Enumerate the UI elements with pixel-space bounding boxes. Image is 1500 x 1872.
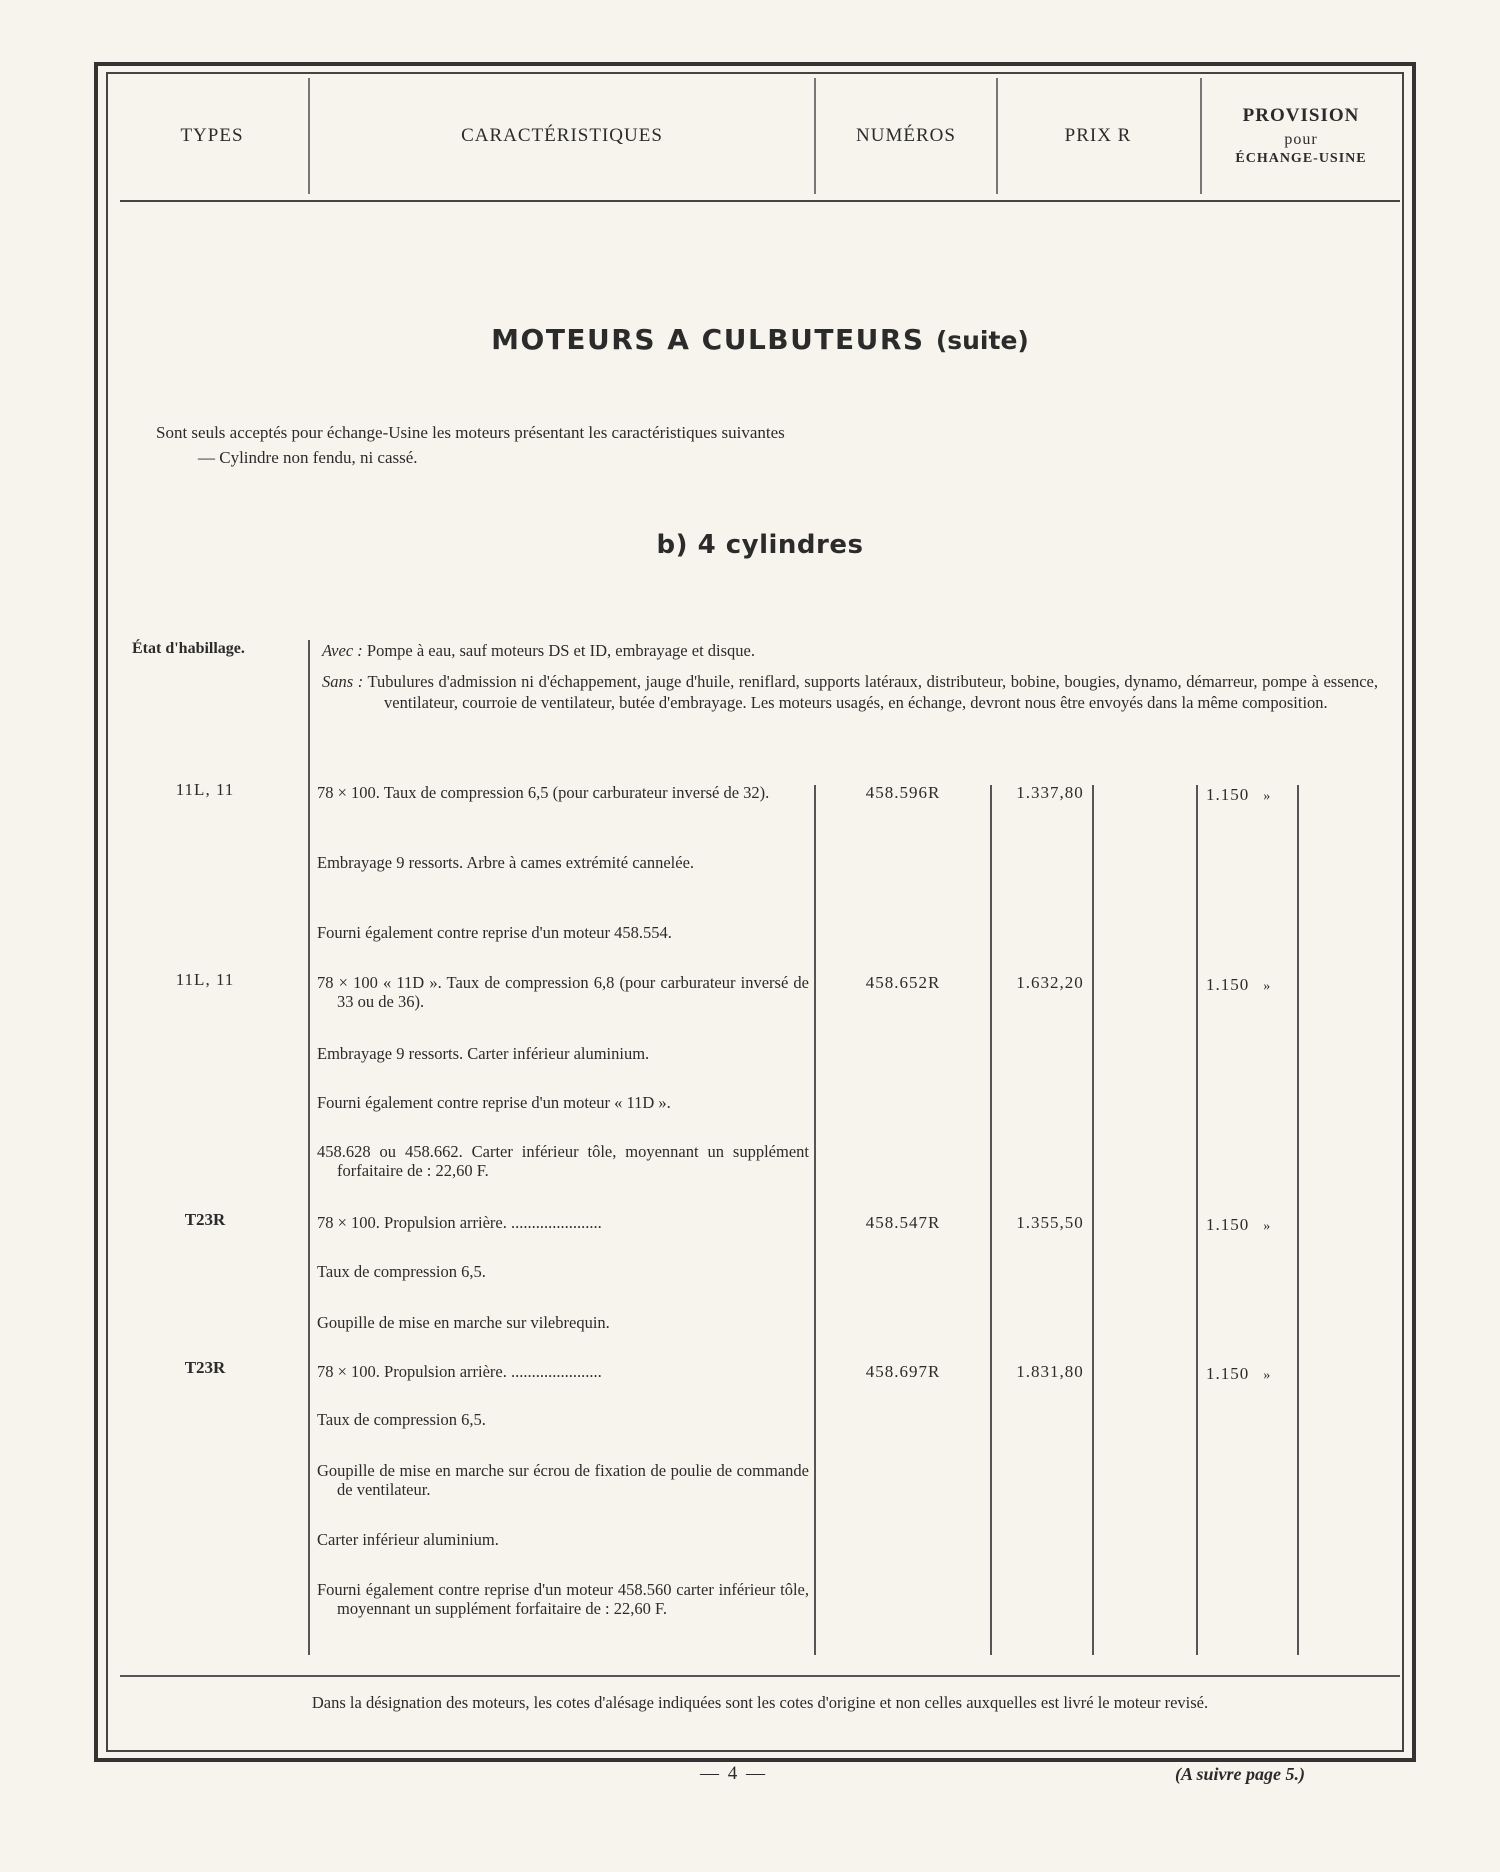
column-divider <box>1196 785 1198 1655</box>
desc-line: 78 × 100. Propulsion arrière. ...................... <box>317 1213 602 1232</box>
row-desc-3 <box>317 923 809 942</box>
desc-line: Goupille de mise en marche sur vilebrequin. <box>317 1313 610 1332</box>
avec-label: Avec : <box>322 641 363 660</box>
desc-line: Embrayage 9 ressorts. Arbre à cames extrémité cannelée. <box>317 853 695 872</box>
provision-value: 1.150 <box>1206 785 1250 804</box>
row-desc-4 <box>317 1142 809 1180</box>
intro-line-1: Sont seuls acceptés pour échange-Usine les moteurs présentant les caractéristiques suivantes <box>156 423 785 442</box>
header-prix: PRIX R <box>1064 125 1132 146</box>
row-type: 11L, 11 <box>175 780 235 799</box>
desc-line: 78 × 100. Propulsion arrière. ...................... <box>317 1362 602 1381</box>
column-divider <box>814 785 816 1655</box>
footnote: Dans la désignation des moteurs, les cotes d'alésage indiquées sont les cotes d'origine et non celles auxquelles est livré le moteur revisé. <box>120 1675 1400 1713</box>
section-title-suite: (suite) <box>935 326 1029 355</box>
row-desc-1 <box>317 1362 809 1381</box>
provision-mark: » <box>1263 979 1272 994</box>
row-desc-3 <box>317 1461 809 1499</box>
subsection-title: b) 4 cylindres <box>656 530 864 560</box>
row-desc-1 <box>317 1213 809 1232</box>
row-provision <box>1206 1215 1306 1235</box>
desc-line: Embrayage 9 ressorts. Carter inférieur aluminium. <box>317 1044 650 1063</box>
row-desc-3 <box>317 1313 809 1332</box>
provision-value: 1.150 <box>1206 975 1250 994</box>
etat-description <box>322 640 1378 723</box>
row-type: 11L, 11 <box>175 970 235 989</box>
column-divider <box>990 785 992 1655</box>
provision-mark: » <box>1263 1219 1272 1234</box>
section-title-main: MOTEURS A CULBUTEURS <box>491 323 925 356</box>
provision-mark: » <box>1263 1368 1272 1383</box>
column-divider <box>308 640 310 1655</box>
desc-line: Fourni également contre reprise d'un moteur « 11D ». <box>317 1093 671 1112</box>
provision-value: 1.150 <box>1206 1215 1250 1234</box>
desc-line: Taux de compression 6,5. <box>317 1410 486 1429</box>
row-prix: 1.337,80 <box>1016 783 1084 802</box>
desc-line: 78 × 100. Taux de compression 6,5 (pour carburateur inversé de 32). <box>317 783 770 802</box>
row-numero: 458.547R <box>865 1213 941 1232</box>
row-prix: 1.355,50 <box>1016 1213 1084 1232</box>
intro-text <box>156 420 1356 470</box>
continue-note: (A suivre page 5.) <box>1175 1764 1305 1784</box>
row-prix: 1.632,20 <box>1016 973 1084 992</box>
desc-line: 78 × 100 « 11D ». Taux de compression 6,8 (pour carburateur inversé de 33 ou de 36). <box>317 973 809 1011</box>
desc-line: Taux de compression 6,5. <box>317 1262 486 1281</box>
row-numero: 458.652R <box>865 973 941 992</box>
desc-line: Goupille de mise en marche sur écrou de fixation de poulie de commande de ventilateur. <box>317 1461 809 1499</box>
header-numeros: NUMÉROS <box>856 125 956 146</box>
desc-line: Carter inférieur aluminium. <box>317 1530 499 1549</box>
row-numero: 458.596R <box>865 783 941 802</box>
row-numero: 458.697R <box>865 1362 941 1381</box>
header-provision <box>1202 78 1400 194</box>
header-provision-line2: pour <box>1284 130 1318 148</box>
etat-label: État d'habillage. <box>132 640 245 657</box>
provision-mark: » <box>1263 789 1272 804</box>
desc-line: Fourni également contre reprise d'un moteur 458.560 carter inférieur tôle, moyennant un supplément forfaitaire de : 22,60 F. <box>317 1580 809 1618</box>
row-desc-1 <box>317 783 809 802</box>
row-desc-2 <box>317 1410 809 1429</box>
row-desc-2 <box>317 853 809 872</box>
table-header <box>120 78 1400 202</box>
page-number: — 4 — <box>700 1763 767 1784</box>
header-types: TYPES <box>180 125 244 146</box>
avec-text: Pompe à eau, sauf moteurs DS et ID, embrayage et disque. <box>366 641 755 660</box>
header-provision-line1: PROVISION <box>1242 104 1360 126</box>
row-type: T23R <box>184 1358 226 1377</box>
row-desc-3 <box>317 1093 809 1112</box>
row-desc-2 <box>317 1262 809 1281</box>
row-provision <box>1206 785 1306 805</box>
header-provision-line3: ÉCHANGE-USINE <box>1235 151 1367 167</box>
row-desc-5 <box>317 1580 809 1618</box>
desc-line: Fourni également contre reprise d'un moteur 458.554. <box>317 923 672 942</box>
provision-value: 1.150 <box>1206 1364 1250 1383</box>
sans-label: Sans : <box>322 672 364 691</box>
header-caracteristiques: CARACTÉRISTIQUES <box>461 125 663 146</box>
row-desc-2 <box>317 1044 809 1063</box>
row-type: T23R <box>184 1210 226 1229</box>
section-title <box>120 323 1400 356</box>
desc-line: 458.628 ou 458.662. Carter inférieur tôle, moyennant un supplément forfaitaire de : 22,60 F. <box>317 1142 809 1180</box>
row-prix: 1.831,80 <box>1016 1362 1084 1381</box>
sans-text: Tubulures d'admission ni d'échappement, jauge d'huile, reniflard, supports latéraux, distributeur, bobine, bougies, dynamo, démarreur, pompe à essence, ventilateur, courroie de ventilateur, butée d'embrayage. Les moteurs usagés, en échange, devront nous être envoyés dans la même composition. <box>367 672 1378 712</box>
row-desc-4 <box>317 1530 809 1549</box>
row-provision <box>1206 1364 1306 1384</box>
row-provision <box>1206 975 1306 995</box>
row-desc-1 <box>317 973 809 1011</box>
intro-line-2: — Cylindre non fendu, ni cassé. <box>198 448 418 467</box>
